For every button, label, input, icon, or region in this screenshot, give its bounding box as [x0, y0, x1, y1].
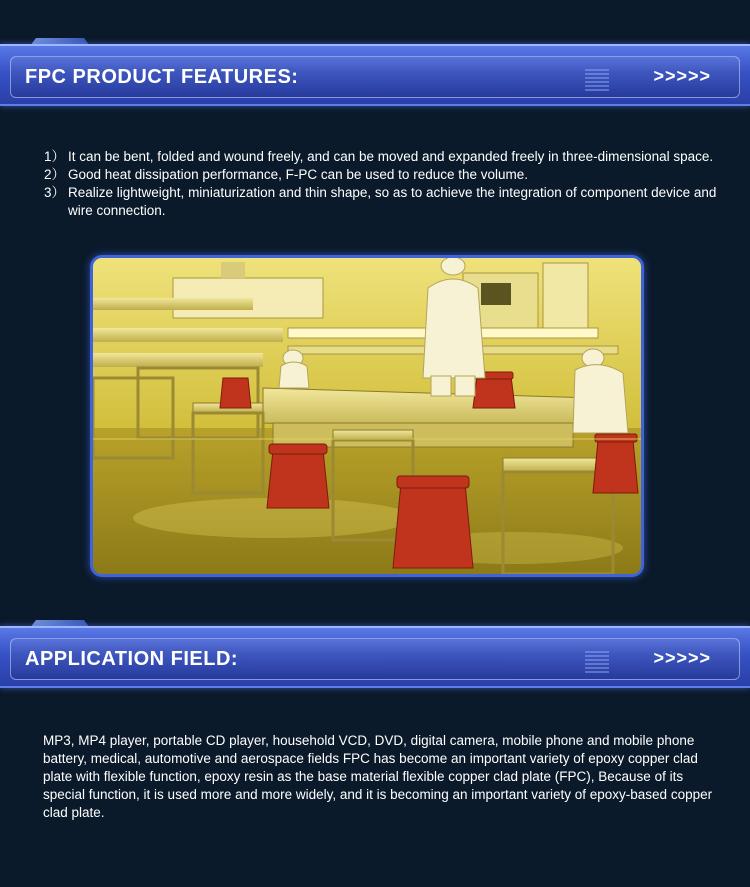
features-banner [0, 38, 750, 106]
arrows-icon: >>>>> [653, 648, 711, 668]
application-title: APPLICATION FIELD: [25, 648, 239, 670]
item-text: Good heat dissipation performance, F-PC can be used to reduce the volume. [68, 167, 529, 182]
item-number: 1） [44, 149, 66, 164]
application-description: MP3, MP4 player, portable CD player, household VCD, DVD, digital camera, mobile phone and mobile phone battery, medical, automotive and aerospace fields FPC has become an important variety of epoxy copper clad plate with flexible function, epoxy resin as the base material flexible copper clad plate (FPC), Because of its special function, it is used more and more widely, and it is becoming an important variety of epoxy-based copper clad plate. [43, 733, 713, 820]
list-item [44, 166, 724, 184]
grid-decoration-icon [585, 651, 609, 675]
item-number: 2） [44, 167, 66, 182]
banner-bar [0, 44, 750, 106]
factory-scene [93, 258, 641, 574]
item-text: It can be bent, folded and wound freely, and can be moved and expanded freely in three-dimensional space. [68, 149, 714, 164]
banner-frame [10, 638, 740, 680]
factory-photo [90, 255, 644, 577]
item-number: 3） [44, 185, 66, 200]
arrows-icon: >>>>> [653, 66, 711, 86]
list-item [44, 148, 724, 166]
banner-bar [0, 626, 750, 688]
application-banner [0, 620, 750, 688]
item-text: Realize lightweight, miniaturization and thin shape, so as to achieve the integration of component device and wire connection. [68, 185, 717, 218]
grid-decoration-icon [585, 69, 609, 93]
list-item [44, 184, 724, 220]
features-list [44, 148, 724, 220]
banner-frame [10, 56, 740, 98]
features-title: FPC PRODUCT FEATURES: [25, 66, 299, 88]
